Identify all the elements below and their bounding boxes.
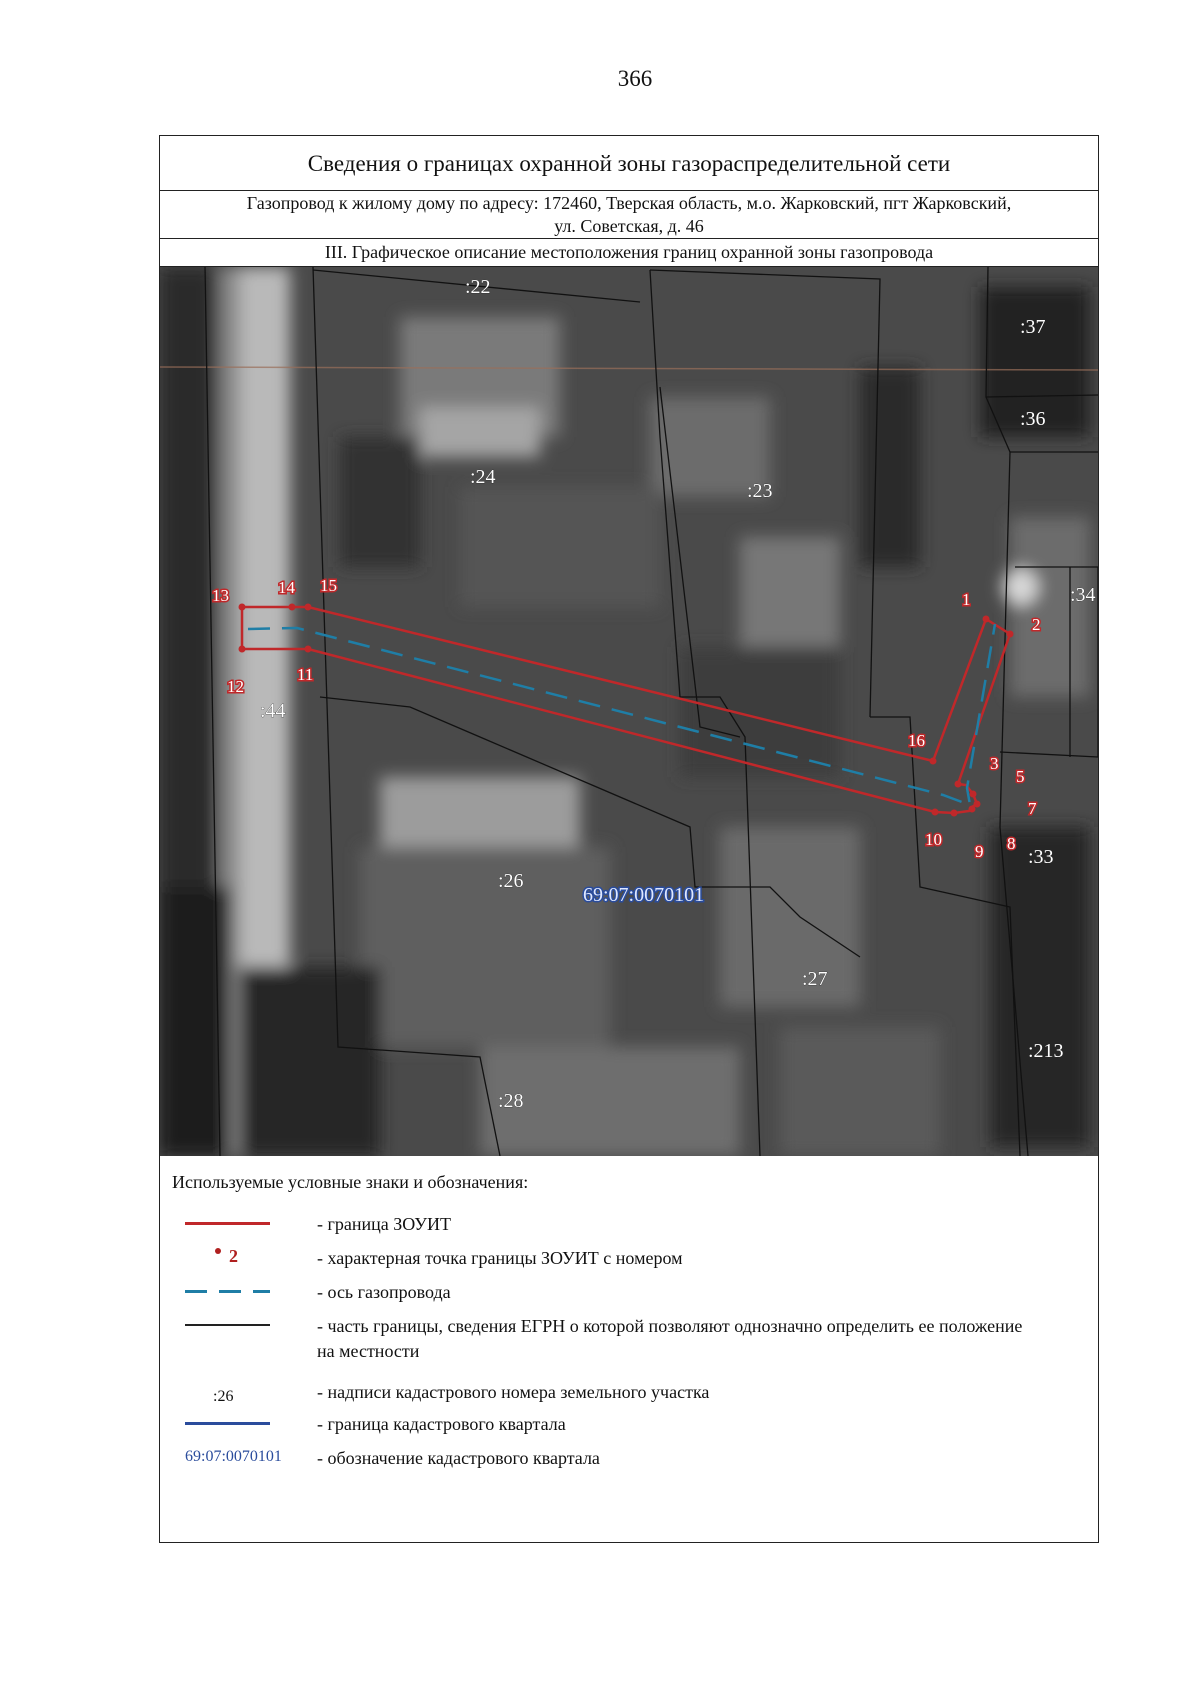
quarter-label-sample: 69:07:0070101 <box>185 1448 282 1465</box>
document-frame <box>159 135 1099 1543</box>
subtitle-line-1: Газопровод к жилому дому по адресу: 172460, Тверская область, м.о. Жарковский, пгт Жарковский, <box>246 193 1012 213</box>
point-label-15: 15 <box>320 576 337 595</box>
dashed-blue-line-symbol <box>185 1290 270 1293</box>
point-label-3: 3 <box>990 754 999 773</box>
legend-text: - характерная точка границы ЗОУИТ с номером <box>317 1248 683 1268</box>
point-14 <box>289 604 296 611</box>
parcel-label-44: :44 <box>260 700 286 722</box>
point-3 <box>955 781 962 788</box>
parcel-label-34: :34 <box>1070 584 1096 606</box>
document-title: Сведения о границах охранной зоны газораспределительной сети <box>160 136 1098 191</box>
point-label-16: 16 <box>908 731 925 750</box>
red-line-symbol <box>185 1222 270 1225</box>
parcel-label-27: :27 <box>802 968 828 990</box>
point-7 <box>974 801 981 808</box>
point-dot-icon <box>215 1248 221 1254</box>
cadastral-quarter-label: 69:07:0070101 <box>583 884 705 906</box>
point-1 <box>983 616 990 623</box>
point-label-1: 1 <box>962 590 971 609</box>
document-subtitle <box>160 191 1098 239</box>
point-label-5: 5 <box>1016 767 1025 786</box>
map-area[interactable] <box>160 267 1098 1156</box>
parcel-label-22: :22 <box>465 276 491 298</box>
point-sample-number: 2 <box>229 1246 238 1266</box>
satellite-imagery <box>160 267 1098 1156</box>
point-label-10: 10 <box>925 830 942 849</box>
legend <box>160 1156 1098 1542</box>
parcel-label-28: :28 <box>498 1090 524 1112</box>
parcel-label-37: :37 <box>1020 316 1046 338</box>
parcel-label-33: :33 <box>1028 846 1054 868</box>
point-11 <box>305 646 312 653</box>
legend-text: - надписи кадастрового номера земельного участка <box>317 1382 710 1402</box>
point-8 <box>969 806 976 813</box>
blue-line-symbol <box>185 1422 270 1425</box>
parcel-label-23: :23 <box>747 480 773 502</box>
legend-text: - граница кадастрового квартала <box>317 1414 566 1434</box>
point-label-13: 13 <box>212 586 229 605</box>
point-15 <box>305 604 312 611</box>
page-number: 366 <box>617 66 653 91</box>
parcel-label-24: :24 <box>470 466 496 488</box>
map-svg <box>160 267 1098 1156</box>
point-label-8: 8 <box>1007 834 1016 853</box>
point-5 <box>970 791 977 798</box>
legend-text: - обозначение кадастрового квартала <box>317 1448 600 1468</box>
point-symbol <box>185 1246 270 1267</box>
point-label-7: 7 <box>1028 799 1037 818</box>
point-label-14: 14 <box>278 578 295 597</box>
legend-heading: Используемые условные знаки и обозначения: <box>172 1172 529 1192</box>
point-label-12: 12 <box>227 677 244 696</box>
point-label-9: 9 <box>975 842 984 861</box>
point-16 <box>930 758 937 765</box>
parcel-label-26: :26 <box>498 870 524 892</box>
point-13 <box>239 604 246 611</box>
point-10 <box>932 809 939 816</box>
legend-text: - ось газопровода <box>317 1282 451 1302</box>
point-label-2: 2 <box>1032 615 1041 634</box>
point-9 <box>951 810 958 817</box>
black-line-symbol <box>185 1324 270 1326</box>
parcel-label-sample: :26 <box>213 1388 234 1405</box>
point-2 <box>1007 631 1014 638</box>
legend-text: - граница ЗОУИТ <box>317 1214 451 1234</box>
point-label-11: 11 <box>297 665 314 684</box>
point-12 <box>239 646 246 653</box>
subtitle-line-2: ул. Советская, д. 46 <box>554 216 704 236</box>
legend-text: - часть границы, сведения ЕГРН о которой позволяют однозначно определить ее положение на местности <box>317 1316 1023 1361</box>
parcel-label-36: :36 <box>1020 408 1046 430</box>
parcel-label-213: :213 <box>1028 1040 1064 1062</box>
section-title: III. Графическое описание местоположения границ охранной зоны газопровода <box>160 239 1098 267</box>
